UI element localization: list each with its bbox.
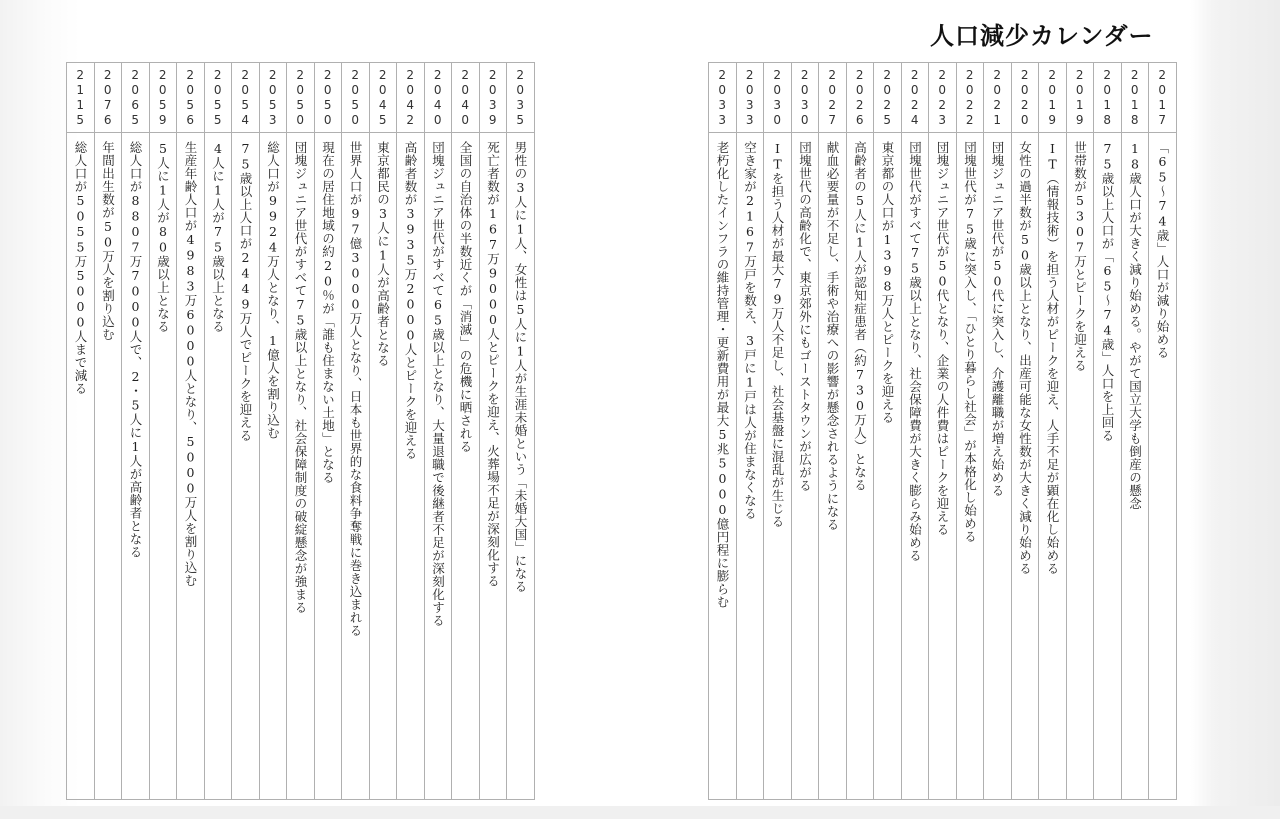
year-cell: 2 0 1 9 (1039, 63, 1066, 133)
event-text: 5人に1人が80歳以上となる (155, 141, 171, 333)
calendar-column (95, 62, 123, 800)
year-cell: 2 0 3 5 (507, 63, 534, 133)
calendar-column (67, 62, 95, 800)
event-text: 75歳以上人口が2449万人でピークを迎える (238, 141, 253, 442)
calendar-column (819, 62, 847, 800)
calendar-column (260, 62, 288, 800)
calendar-column (1012, 62, 1040, 800)
calendar-column (1122, 62, 1150, 800)
year-cell: 2 0 2 6 (847, 63, 874, 133)
year-cell: 2 0 5 0 (342, 63, 369, 133)
year-cell: 2 0 2 7 (819, 63, 846, 133)
calendar-column (929, 62, 957, 800)
calendar-column (847, 62, 875, 800)
year-cell: 2 0 4 0 (452, 63, 479, 133)
event-text: 献血必要量が不足し、手術や治療への影響が懸念されるようになる (825, 141, 840, 531)
event-text: 老朽化したインフラの維持管理・更新費用が最大5兆5000億円程に膨らむ (715, 141, 730, 609)
calendar-column (764, 62, 792, 800)
calendar-table-left (66, 62, 535, 800)
calendar-column (177, 62, 205, 800)
event-text: 総人口が5055万5000人まで減る (73, 141, 88, 395)
year-cell: 2 0 2 4 (902, 63, 929, 133)
event-text: 全国の自治体の半数近くが「消滅」の危機に晒される (458, 141, 473, 453)
year-cell: 2 0 3 3 (709, 63, 736, 133)
calendar-column (874, 62, 902, 800)
year-cell: 2 0 2 2 (957, 63, 984, 133)
year-cell: 2 0 1 8 (1094, 63, 1121, 133)
event-text: 世界人口が97億3000万人となり、日本も世界的な食料争奪戦に巻き込まれる (348, 141, 363, 637)
event-text: 団塊世代がすべて75歳以上となり、社会保障費が大きく膨らみ始める (907, 141, 923, 562)
year-cell: 2 0 2 3 (929, 63, 956, 133)
event-text: 総人口が8807万7000人で、2・5人に1人が高齢者となる (128, 141, 143, 559)
event-text: 現在の居住地域の約20％が「誰も住まない土地」となる (320, 141, 336, 484)
calendar-column (957, 62, 985, 800)
event-text: 世帯数が5307万とピークを迎える (1072, 141, 1088, 372)
year-cell: 2 0 1 7 (1149, 63, 1176, 133)
year-cell: 2 0 3 0 (792, 63, 819, 133)
year-cell: 2 0 1 9 (1067, 63, 1094, 133)
year-cell: 2 0 4 0 (425, 63, 452, 133)
calendar-column (122, 62, 150, 800)
calendar-column (287, 62, 315, 800)
page-title: 人口減少カレンダー (930, 22, 1154, 50)
event-text: 18歳人口が大きく減り始める。やがて国立大学も倒産の懸念 (1127, 141, 1143, 510)
calendar-column (792, 62, 820, 800)
year-cell: 2 0 5 0 (315, 63, 342, 133)
event-text: 高齢者の5人に1人が認知症患者（約730万人）となる (852, 141, 868, 492)
event-text: 年間出生数が50万人を割り込む (100, 141, 116, 341)
event-text: 総人口が9924万人となり、1億人を割り込む (265, 141, 281, 440)
calendar-column (480, 62, 508, 800)
year-cell: 2 0 2 5 (874, 63, 901, 133)
calendar-column (425, 62, 453, 800)
event-text: ITを担う人材が最大79万人不足し、社会基盤に混乱が生じる (770, 141, 785, 528)
year-cell: 2 1 1 5 (67, 63, 94, 133)
year-cell: 2 0 1 8 (1122, 63, 1149, 133)
calendar-table-right (708, 62, 1177, 800)
year-cell: 2 0 2 0 (1012, 63, 1039, 133)
calendar-column (150, 62, 178, 800)
calendar-column (232, 62, 260, 800)
event-text: 「65〜74歳」人口が減り始める (1155, 141, 1170, 359)
calendar-column (397, 62, 425, 800)
event-text: IT（情報技術）を担う人材がピークを迎え、人手不足が顕在化し始める (1045, 141, 1060, 575)
calendar-column (984, 62, 1012, 800)
event-text: 団塊ジュニア世代が50代に突入し、介護離職が増え始める (990, 141, 1005, 497)
year-cell: 2 0 5 0 (287, 63, 314, 133)
event-text: 団塊ジュニア世代が50代となり、企業の人件費はピークを迎える (935, 141, 950, 536)
calendar-column (452, 62, 480, 800)
event-text: 空き家が2167万戸を数え、3戸に1戸は人が住まなくなる (742, 141, 758, 520)
year-cell: 2 0 5 3 (260, 63, 287, 133)
year-cell: 2 0 4 2 (397, 63, 424, 133)
event-text: 高齢者数が3935万2000人とピークを迎える (403, 141, 418, 460)
event-text: 東京都の人口が1398万人とピークを迎える (880, 141, 895, 424)
event-text: 東京都民の3人に1人が高齢者となる (375, 141, 391, 367)
event-text: 75歳以上人口が「65〜74歳」人口を上回る (1100, 141, 1115, 442)
event-text: 団塊ジュニア世代がすべて75歳以上となり、社会保障制度の破綻懸念が強まる (293, 141, 308, 614)
event-text: 4人に1人が75歳以上となる (210, 141, 226, 333)
event-text: 団塊ジュニア世代がすべて65歳以上となり、大量退職で後継者不足が深刻化する (430, 141, 446, 627)
year-cell: 2 0 5 4 (232, 63, 259, 133)
year-cell: 2 0 3 0 (764, 63, 791, 133)
year-cell: 2 0 7 6 (95, 63, 122, 133)
calendar-column (1067, 62, 1095, 800)
calendar-column (205, 62, 233, 800)
year-cell: 2 0 4 5 (370, 63, 397, 133)
year-cell: 2 0 3 3 (737, 63, 764, 133)
calendar-column (507, 62, 535, 800)
calendar-column (1149, 62, 1177, 800)
year-cell: 2 0 2 1 (984, 63, 1011, 133)
calendar-column (1094, 62, 1122, 800)
event-text: 団塊世代の高齢化で、東京郊外にもゴーストタウンが広がる (797, 141, 813, 492)
year-cell: 2 0 3 9 (480, 63, 507, 133)
calendar-column (342, 62, 370, 800)
calendar-column (315, 62, 343, 800)
event-text: 死亡者数が167万9000人とピークを迎え、火葬場不足が深刻化する (485, 141, 501, 588)
year-cell: 2 0 6 5 (122, 63, 149, 133)
event-text: 生産年齢人口が4983万6000人となり、5000万人を割り込む (183, 141, 198, 587)
calendar-column (1039, 62, 1067, 800)
calendar-column (902, 62, 930, 800)
year-cell: 2 0 5 6 (177, 63, 204, 133)
calendar-column (370, 62, 398, 800)
year-cell: 2 0 5 9 (150, 63, 177, 133)
calendar-column (737, 62, 765, 800)
page-bottom-edge (0, 806, 1280, 819)
event-text: 男性の3人に1人、女性は5人に1人が生涯未婚という「未婚大国」になる (513, 141, 528, 593)
calendar-column (709, 62, 737, 800)
event-text: 団塊世代が75歳に突入し、「ひとり暮らし社会」が本格化し始める (962, 141, 978, 543)
event-text: 女性の過半数が50歳以上となり、出産可能な女性数が大きく減り始める (1017, 141, 1033, 575)
year-cell: 2 0 5 5 (205, 63, 232, 133)
